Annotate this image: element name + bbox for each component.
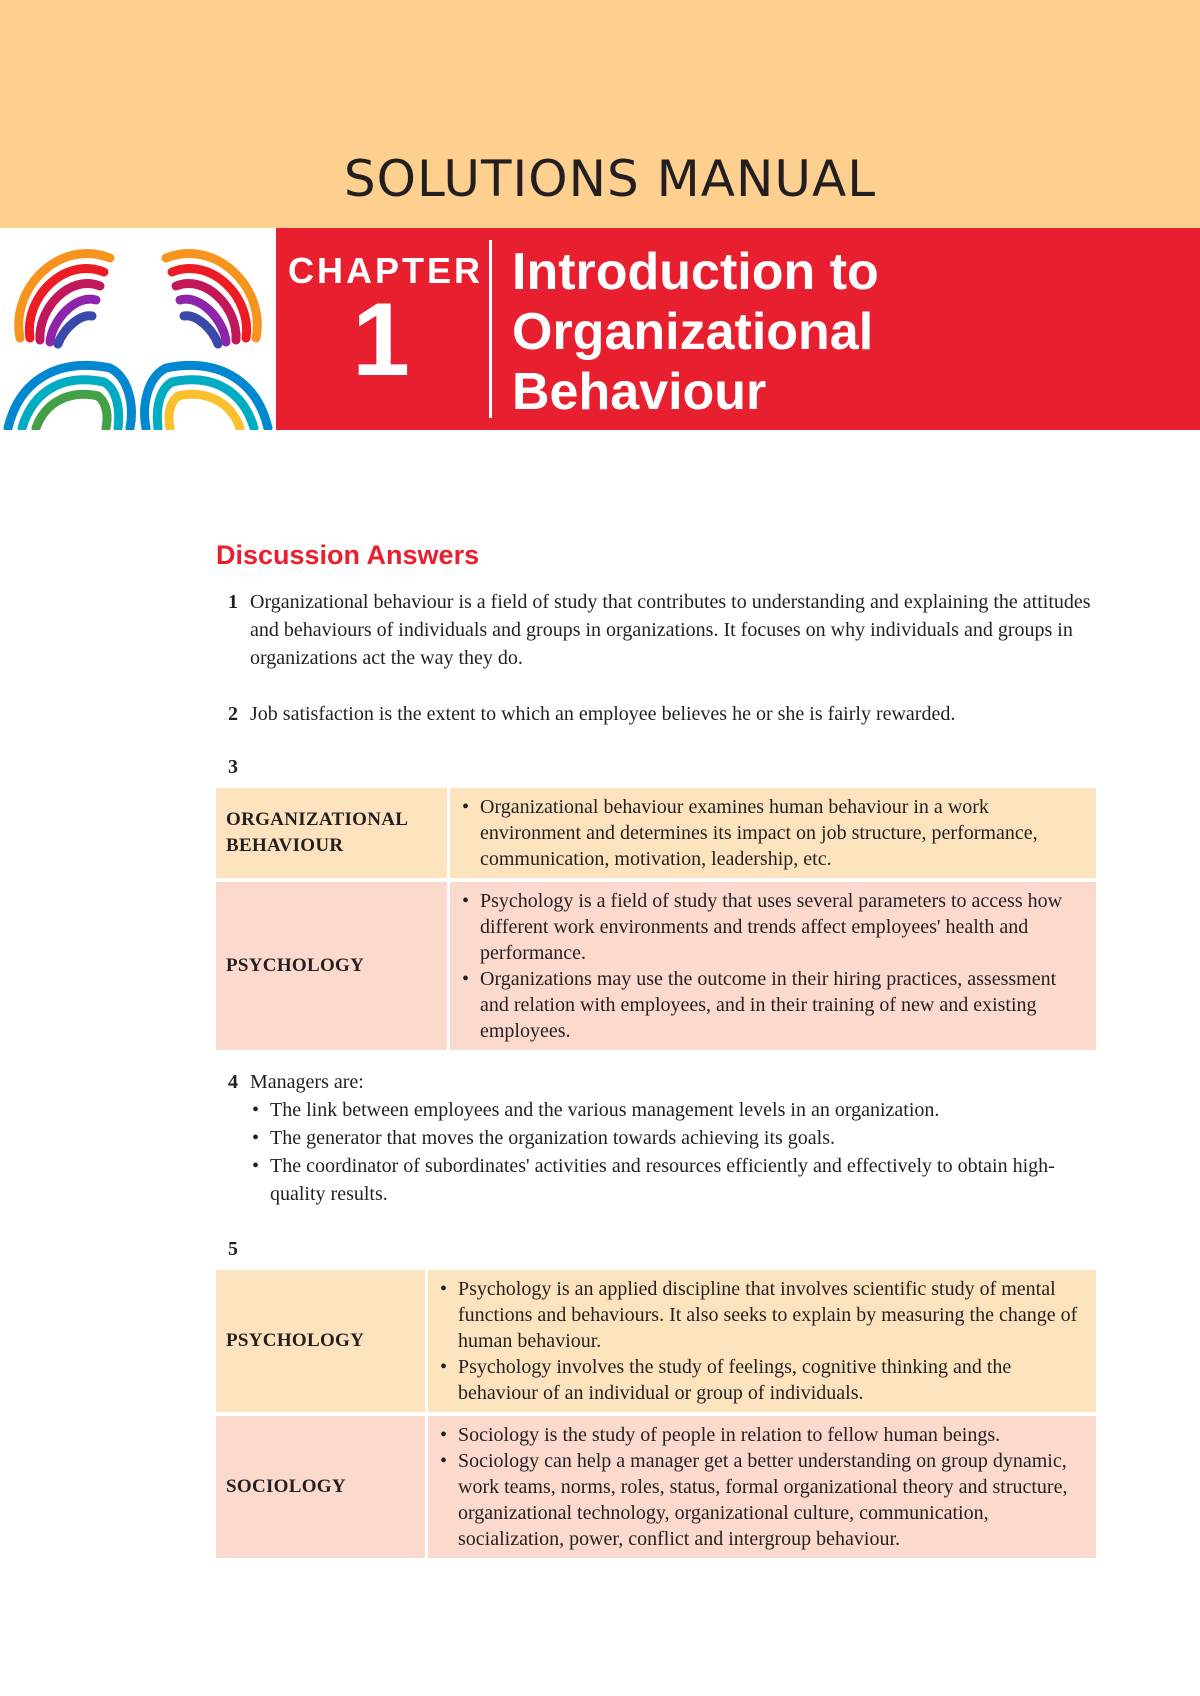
answer-5-number: 5 [228,1238,238,1260]
manual-title: SOLUTIONS MANUAL [343,150,877,208]
list-item: • Psychology is an applied discipline that involves scientific study of mental functions and behaviours. It also seeks to explain by measuring the change of human behaviour. [438,1276,1086,1354]
table-row [216,1416,1096,1558]
answer-2 [228,700,1098,728]
table-row [216,1270,1096,1412]
list-item: • Organizational behaviour examines human behaviour in a work environment and determines its impact on job structure, performance, communication, motivation, leadership, etc. [460,794,1086,872]
answer-text: Organizational behaviour is a field of study that contributes to understanding and explaining the attitudes and behaviours of individuals and groups in organizations. It focuses on why individuals and groups in organizations act the way they do. [250,591,1091,669]
table-row [216,788,1096,878]
list-item: • The generator that moves the organization towards achieving its goals. [250,1124,1098,1152]
answer-4-list [250,1096,1098,1208]
table-term: PSYCHOLOGY [216,882,450,1050]
list-item: • Sociology is the study of people in relation to fellow human beings. [438,1422,1086,1448]
chapter-banner [276,228,1200,430]
answer-number: 1 [228,591,238,613]
table-row [216,882,1096,1050]
comparison-table-5 [216,1266,1096,1562]
swirl-art-icon [0,228,276,430]
chapter-title-line: Behaviour [512,363,767,421]
section-heading: Discussion Answers [216,540,480,570]
answer-text: Job satisfaction is the extent to which an employee believes he or she is fairly rewarded. [250,703,956,725]
decorative-artwork [0,228,276,430]
list-item: • The coordinator of subordinates' activities and resources efficiently and effectively to obtain high-quality results. [250,1152,1098,1208]
answer-1 [228,588,1098,672]
list-item: • Sociology can help a manager get a better understanding on group dynamic, work teams, norms, roles, status, formal organizational theory and structure, organizational technology, organizational culture, communication, socialization, power, conflict and intergroup behaviour. [438,1448,1086,1552]
table-cell [428,1416,1096,1558]
chapter-title [512,242,1172,422]
list-item: • Organizations may use the outcome in their hiring practices, assessment and relation with employees, and in their training of new and existing employees. [460,966,1086,1044]
chapter-divider [489,240,492,418]
answer-number: 4 [228,1071,238,1093]
answer-3-number: 3 [228,756,238,778]
table-term: PSYCHOLOGY [216,1270,428,1412]
table-term: SOCIOLOGY [216,1416,428,1558]
table-cell [428,1270,1096,1412]
chapter-title-line: Organizational [512,303,874,361]
chapter-title-line: Introduction to [512,243,879,301]
answer-number: 2 [228,703,238,725]
list-item: • Psychology is a field of study that uses several parameters to access how different work environments and trends affect employees' health and performance. [460,888,1086,966]
answer-4 [228,1068,1098,1096]
table-cell [450,882,1096,1050]
table-cell [450,788,1096,878]
list-item: • Psychology involves the study of feelings, cognitive thinking and the behaviour of an individual or group of individuals. [438,1354,1086,1406]
answer-intro: Managers are: [250,1071,364,1093]
chapter-label: CHAPTER [288,250,484,291]
table-term: ORGANIZATIONAL BEHAVIOUR [216,788,450,878]
chapter-number: 1 [352,282,410,398]
list-item: • The link between employees and the various management levels in an organization. [250,1096,1098,1124]
comparison-table-3 [216,784,1096,1054]
header-band [0,0,1200,228]
